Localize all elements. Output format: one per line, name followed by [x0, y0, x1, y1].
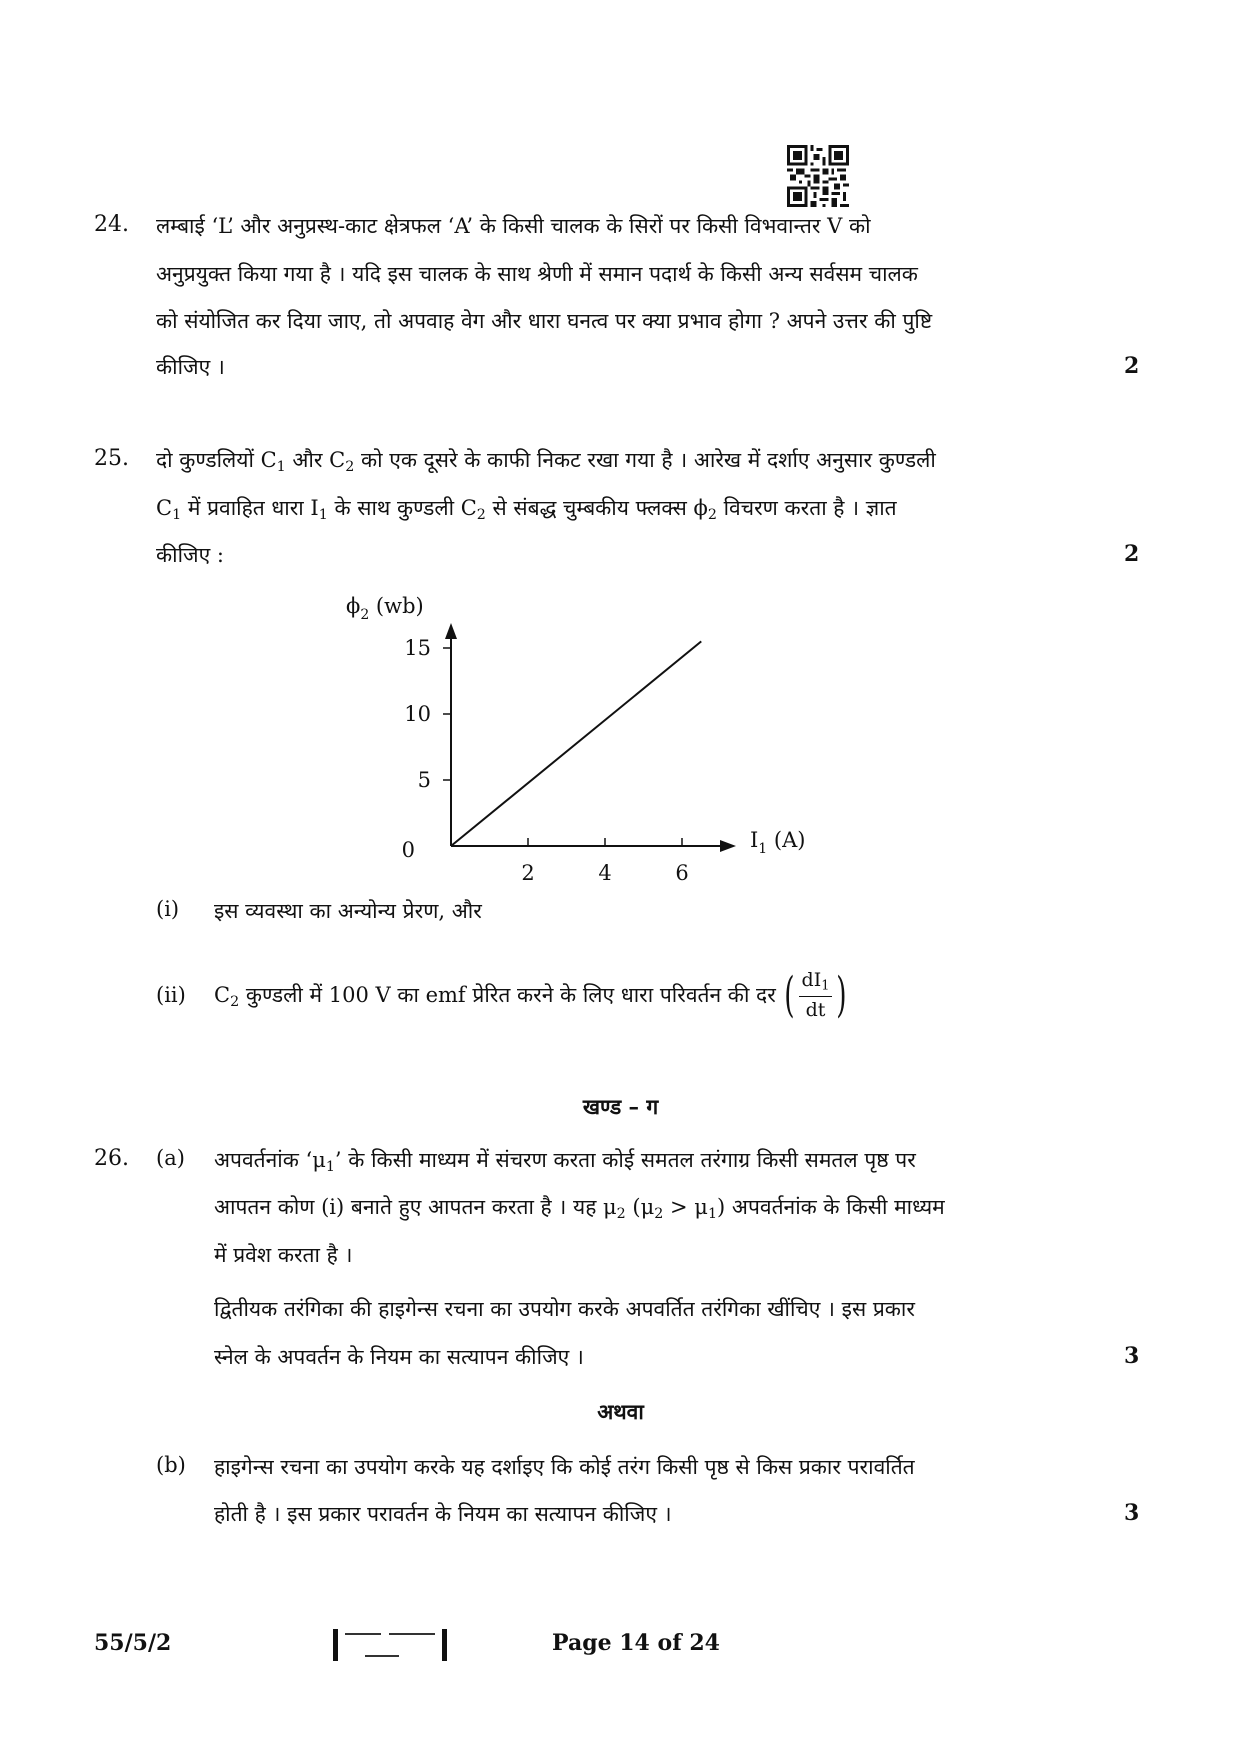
x-axis-arrow-icon: [720, 840, 736, 852]
question-26-b-line-1: हाइगेन्स रचना का उपयोग करके यह दर्शाइए कि कोई तरंग किसी पृष्ठ से किस प्रकार परावर्तित: [214, 1455, 915, 1479]
section-title: खण्ड – ग: [582, 1094, 659, 1119]
question-24-line-4: कीजिए ।: [156, 355, 225, 379]
question-24-marks: 2: [1124, 353, 1140, 379]
y-tick-label: 15: [404, 636, 431, 660]
question-26-a-line-1: अपवर्तनांक ‘$\mu_1$’ के किसी माध्यम में संचरण करता कोई समतल तरंगाग्र किसी समतल पृष्ठ पर: [214, 1148, 916, 1175]
question-24-line-2: अनुप्रयुक्त किया गया है । यदि इस चालक के साथ श्रेणी में समान पदार्थ के किसी अन्य सर्वसम चालक: [156, 262, 918, 286]
y-tick-label: 10: [404, 702, 431, 726]
barcode-icon: [331, 1627, 449, 1663]
origin-label: 0: [401, 838, 415, 862]
flux-series-line: [451, 641, 701, 846]
question-26-a-marks: 3: [1124, 1343, 1140, 1369]
x-tick-label: 2: [521, 861, 535, 885]
question-25-number: 25.: [94, 446, 129, 471]
question-26-a-line-3: में प्रवेश करता है ।: [214, 1243, 353, 1267]
or-label: अथवा: [597, 1399, 644, 1424]
graph-ticks: [401, 636, 689, 885]
question-25-marks: 2: [1124, 541, 1140, 567]
question-25-part-i-label: (i): [156, 897, 180, 921]
paper-code: 55/5/2: [94, 1630, 172, 1656]
question-26-a-label: (a): [156, 1146, 185, 1170]
question-26-b-label: (b): [156, 1453, 186, 1477]
question-24-number: 24.: [94, 212, 129, 237]
question-26-a-line-4: द्वितीयक तरंगिका की हाइगेन्स रचना का उपयोग करके अपवर्तित तरंगिका खींचिए । इस प्रकार: [214, 1297, 915, 1321]
y-axis-arrow-icon: [445, 623, 457, 639]
x-axis-label: $I_1$ (A): [750, 828, 806, 857]
rate-fraction: ( $\frac{dI_1}{dt}$ ): [784, 966, 847, 1023]
question-25-line-1: दो कुण्डलियों $C_1$ और $C_2$ को एक दूसरे के काफी निकट रखा गया है । आरेख में दर्शाए अनुसार कुण्डली: [156, 448, 936, 475]
question-25-part-ii-text: $C_2$ कुण्डली में 100 V का emf प्रेरित करने के लिए धारा परिवर्तन की दर ( $\frac{dI_1}{dt}$ ): [214, 962, 851, 1028]
y-axis-label: $\phi_2$ (wb): [346, 594, 424, 623]
page-number: Page 14 of 24: [552, 1630, 720, 1656]
question-26-a-line-5: स्नेल के अपवर्तन के नियम का सत्यापन कीजिए ।: [214, 1345, 584, 1369]
x-tick-label: 4: [598, 861, 612, 885]
question-25-part-i-text: इस व्यवस्था का अन्योन्य प्रेरण, और: [214, 899, 482, 923]
question-24-line-1: लम्बाई ‘L’ और अनुप्रस्थ-काट क्षेत्रफल ‘A’ के किसी चालक के सिरों पर किसी विभवान्तर V को: [156, 214, 871, 238]
question-26-b-marks: 3: [1124, 1500, 1140, 1526]
question-25-line-2: $C_1$ में प्रवाहित धारा $I_1$ के साथ कुण्डली $C_2$ से संबद्ध चुम्बकीय फ्लक्स $\phi_2$ विचरण करता है । ज्ञात: [156, 496, 897, 523]
qr-code-icon: [787, 145, 849, 207]
graph-series: [451, 641, 701, 846]
x-tick-label: 6: [675, 861, 689, 885]
y-tick-label: 5: [417, 768, 431, 792]
question-24-line-3: को संयोजित कर दिया जाए, तो अपवाह वेग और धारा घनत्व पर क्या प्रभाव होगा ? अपने उत्तर की पुष्टि: [156, 309, 933, 333]
question-26-b-line-2: होती है । इस प्रकार परावर्तन के नियम का सत्यापन कीजिए ।: [214, 1502, 672, 1526]
question-25-line-3: कीजिए :: [156, 543, 224, 567]
flux-vs-current-graph: [330, 585, 806, 885]
graph-axes: [445, 623, 736, 852]
question-26-number: 26.: [94, 1146, 129, 1171]
question-26-a-line-2: आपतन कोण (i) बनाते हुए आपतन करता है । यह $\mu_2$ $(\mu_2 > \mu_1)$ अपवर्तनांक के किसी माध्यम: [214, 1195, 945, 1222]
question-25-part-ii-label: (ii): [156, 983, 186, 1007]
